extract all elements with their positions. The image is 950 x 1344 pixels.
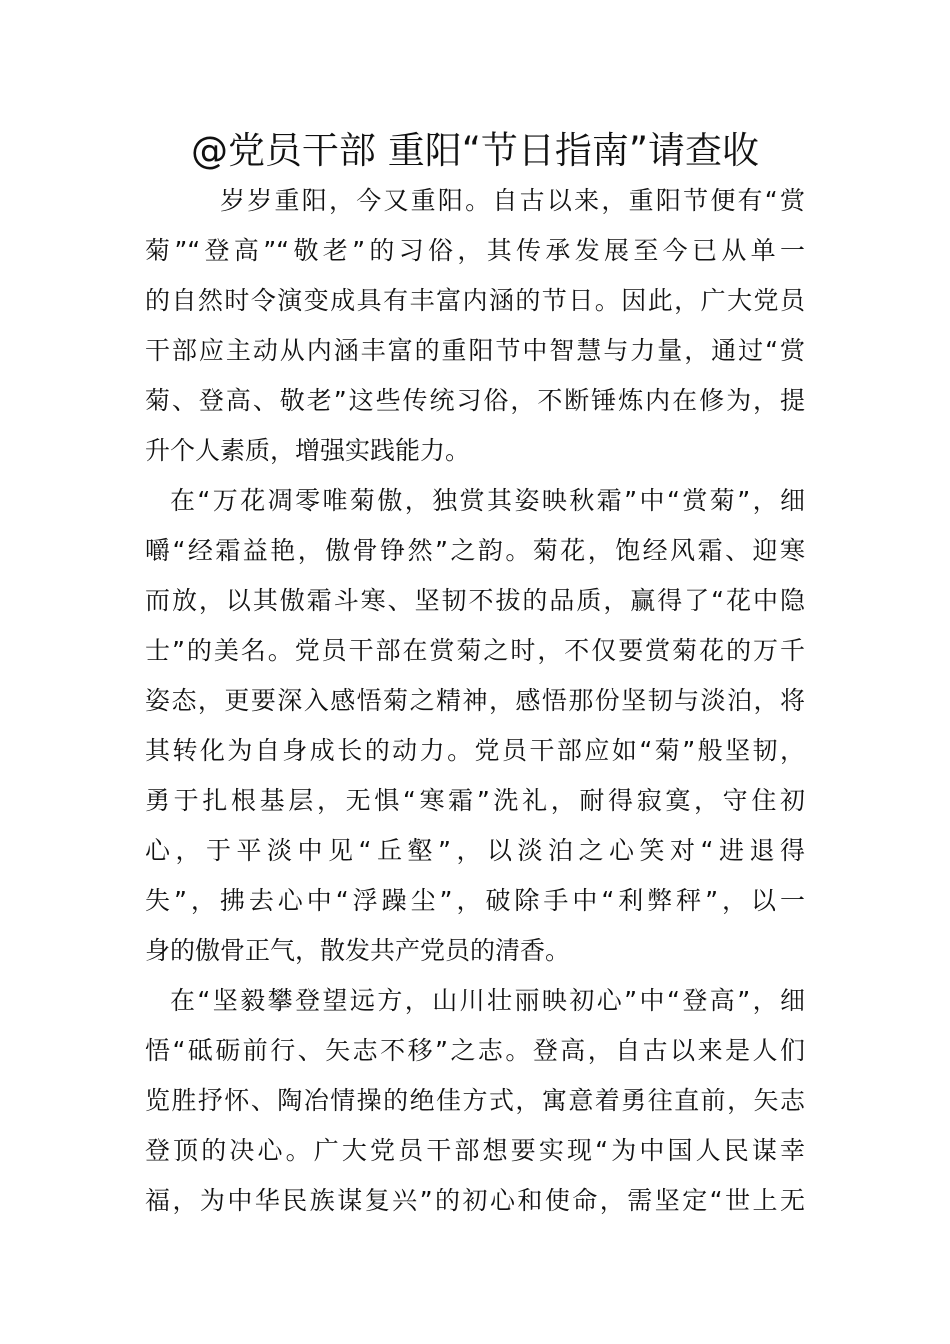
paragraph-line: 登顶的决心。广大党员干部想要实现“为中国人民谋幸 [145,1136,805,1165]
paragraph-line: 菊”“登高”“敬老”的习俗，其传承发展至今已从单一 [145,236,805,265]
paragraph-line: 心，于平淡中见“丘壑”，以淡泊之心笑对“进退得 [145,836,805,865]
paragraph-line: 在“万花凋零唯菊傲，独赏其姿映秋霜”中“赏菊”，细 [170,486,805,515]
paragraph-line: 干部应主动从内涵丰富的重阳节中智慧与力量，通过“赏 [145,336,805,365]
paragraph-line: 身的傲骨正气，散发共产党员的清香。 [145,936,571,965]
paragraph-line: 岁岁重阳，今又重阳。自古以来，重阳节便有“赏 [220,186,805,215]
paragraph-line: 失”，拂去心中“浮躁尘”，破除手中“利弊秤”，以一 [145,886,805,915]
paragraph-line: 的自然时令演变成具有丰富内涵的节日。因此，广大党员 [145,286,805,315]
paragraph-line: 嚼“经霜益艳，傲骨铮然”之韵。菊花，饱经风霜、迎寒 [145,536,805,565]
paragraph-line: 悟“砥砺前行、矢志不移”之志。登高，自古以来是人们 [145,1036,805,1065]
paragraph-line: 而放，以其傲霜斗寒、坚韧不拔的品质，赢得了“花中隐 [145,586,805,615]
paragraph-line: 勇于扎根基层，无惧“寒霜”洗礼，耐得寂寞，守住初 [145,786,805,815]
paragraph-line: 福，为中华民族谋复兴”的初心和使命，需坚定“世上无 [145,1186,805,1215]
paragraph-line: 姿态，更要深入感悟菊之精神，感悟那份坚韧与淡泊，将 [145,686,805,715]
paragraph-line: 览胜抒怀、陶冶情操的绝佳方式，寓意着勇往直前，矢志 [145,1086,805,1115]
paragraph-line: 其转化为自身成长的动力。党员干部应如“菊”般坚韧， [145,736,805,765]
paragraph-line: 在“坚毅攀登望远方，山川壮丽映初心”中“登高”，细 [170,986,805,1015]
document-title: @党员干部 重阳“节日指南”请查收 [190,129,760,172]
paragraph-line: 升个人素质，增强实践能力。 [145,436,471,465]
paragraph-line: 士”的美名。党员干部在赏菊之时，不仅要赏菊花的万千 [145,636,805,665]
paragraph-line: 菊、登高、敬老”这些传统习俗，不断锤炼内在修为，提 [145,386,805,415]
